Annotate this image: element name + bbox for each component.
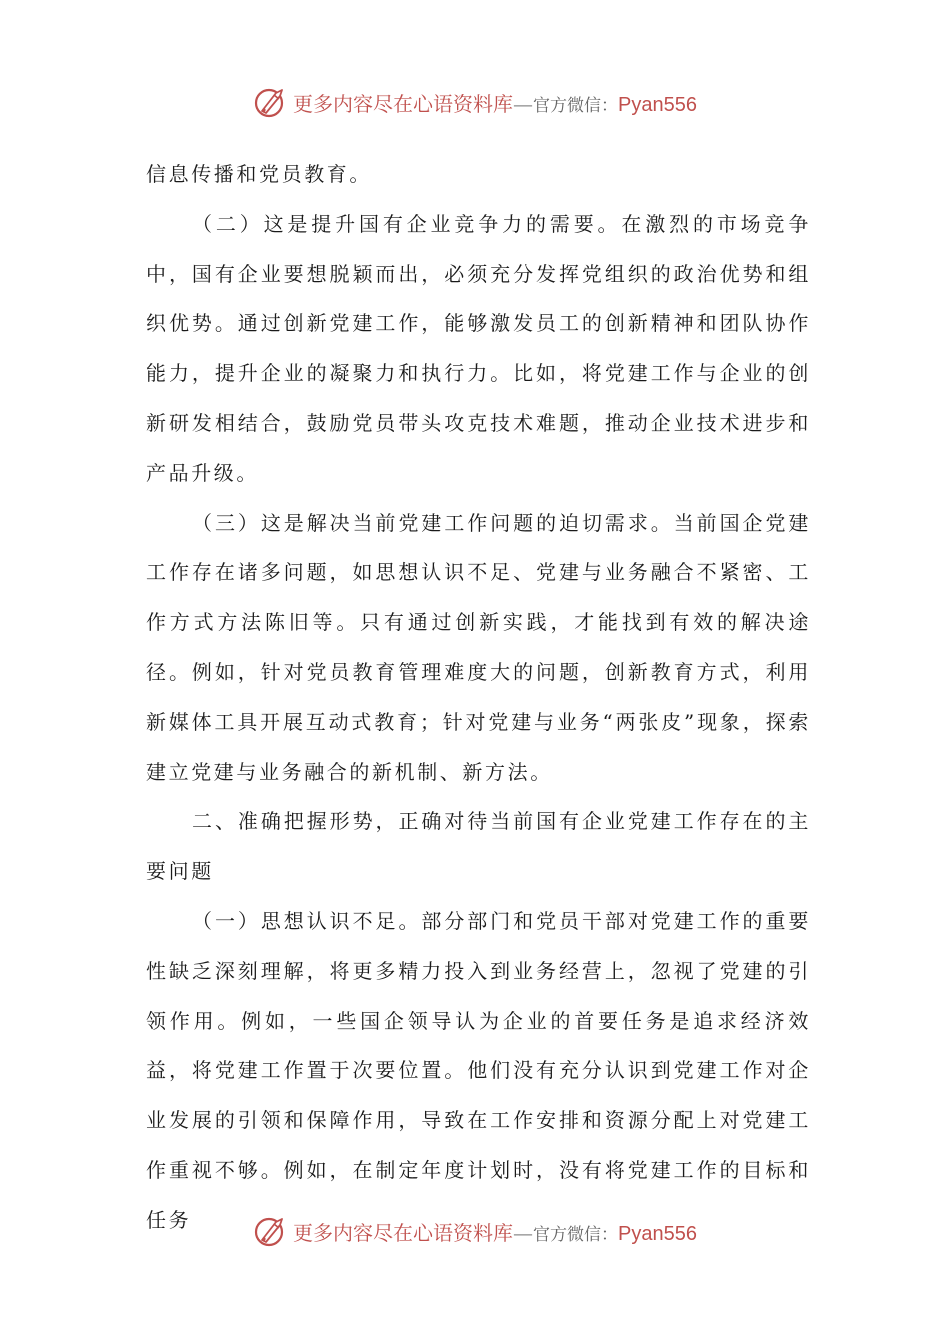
watermark-text (293, 88, 697, 117)
pen-nib-circle-icon (253, 1213, 289, 1249)
watermark-wechat-label: 官方微信： (533, 1224, 619, 1245)
pen-nib-circle-icon (253, 84, 289, 120)
watermark-wechat-label: 官方微信： (533, 95, 619, 116)
paragraph-section-two: （二）这是提升国有企业竞争力的需要。在激烈的市场竞争中，国有企业要想脱颖而出，必须充分发挥党组织的政治优势和组织优势。通过创新党建工作，能够激发员工的创新精神和团队协作能力，提升企业的凝聚力和执行力。比如，将党建工作与企业的创新研发相结合，鼓励党员带头攻克技术难题，推动企业技术进步和产品升级。 (146, 211, 811, 485)
paragraph-section-three: （三）这是解决当前党建工作问题的迫切需求。当前国企党建工作存在诸多问题，如思想认识不足、党建与业务融合不紧密、工作方式方法陈旧等。只有通过创新实践，才能找到有效的解决途径。例如，针对党员教育管理难度大的问题，创新教育方式，利用新媒体工具开展互动式教育；针对党建与业务“两张皮”现象，探索建立党建与业务融合的新机制、新方法。 (146, 510, 811, 784)
watermark-wechat-id: Pyan556 (618, 93, 697, 116)
document-body (146, 150, 811, 1246)
watermark-site-name: 更多内容尽在心语资料库 (293, 1220, 514, 1245)
footer-watermark-banner (0, 1211, 950, 1251)
paragraph-section-one: （一）思想认识不足。部分部门和党员干部对党建工作的重要性缺乏深刻理解，将更多精力投入到业务经营上，忽视了党建的引领作用。例如，一些国企领导认为企业的首要任务是追求经济效益，将党建工作置于次要位置。他们没有充分认识到党建工作对企业发展的引领和保障作用，导致在工作安排和资源分配上对党建工作重视不够。例如，在制定年度计划时，没有将党建工作的目标和任务 (146, 908, 811, 1232)
header-watermark-banner (0, 82, 950, 122)
watermark-site-name: 更多内容尽在心语资料库 (293, 91, 514, 116)
watermark-text (293, 1217, 697, 1246)
watermark-separator: — (513, 1220, 534, 1245)
watermark-wechat-id: Pyan556 (618, 1222, 697, 1245)
watermark-separator: — (513, 91, 534, 116)
section-heading: 二、准确把握形势，正确对待当前国有企业党建工作存在的主要问题 (146, 809, 811, 884)
paragraph-continuation: 信息传播和党员教育。 (146, 162, 372, 186)
